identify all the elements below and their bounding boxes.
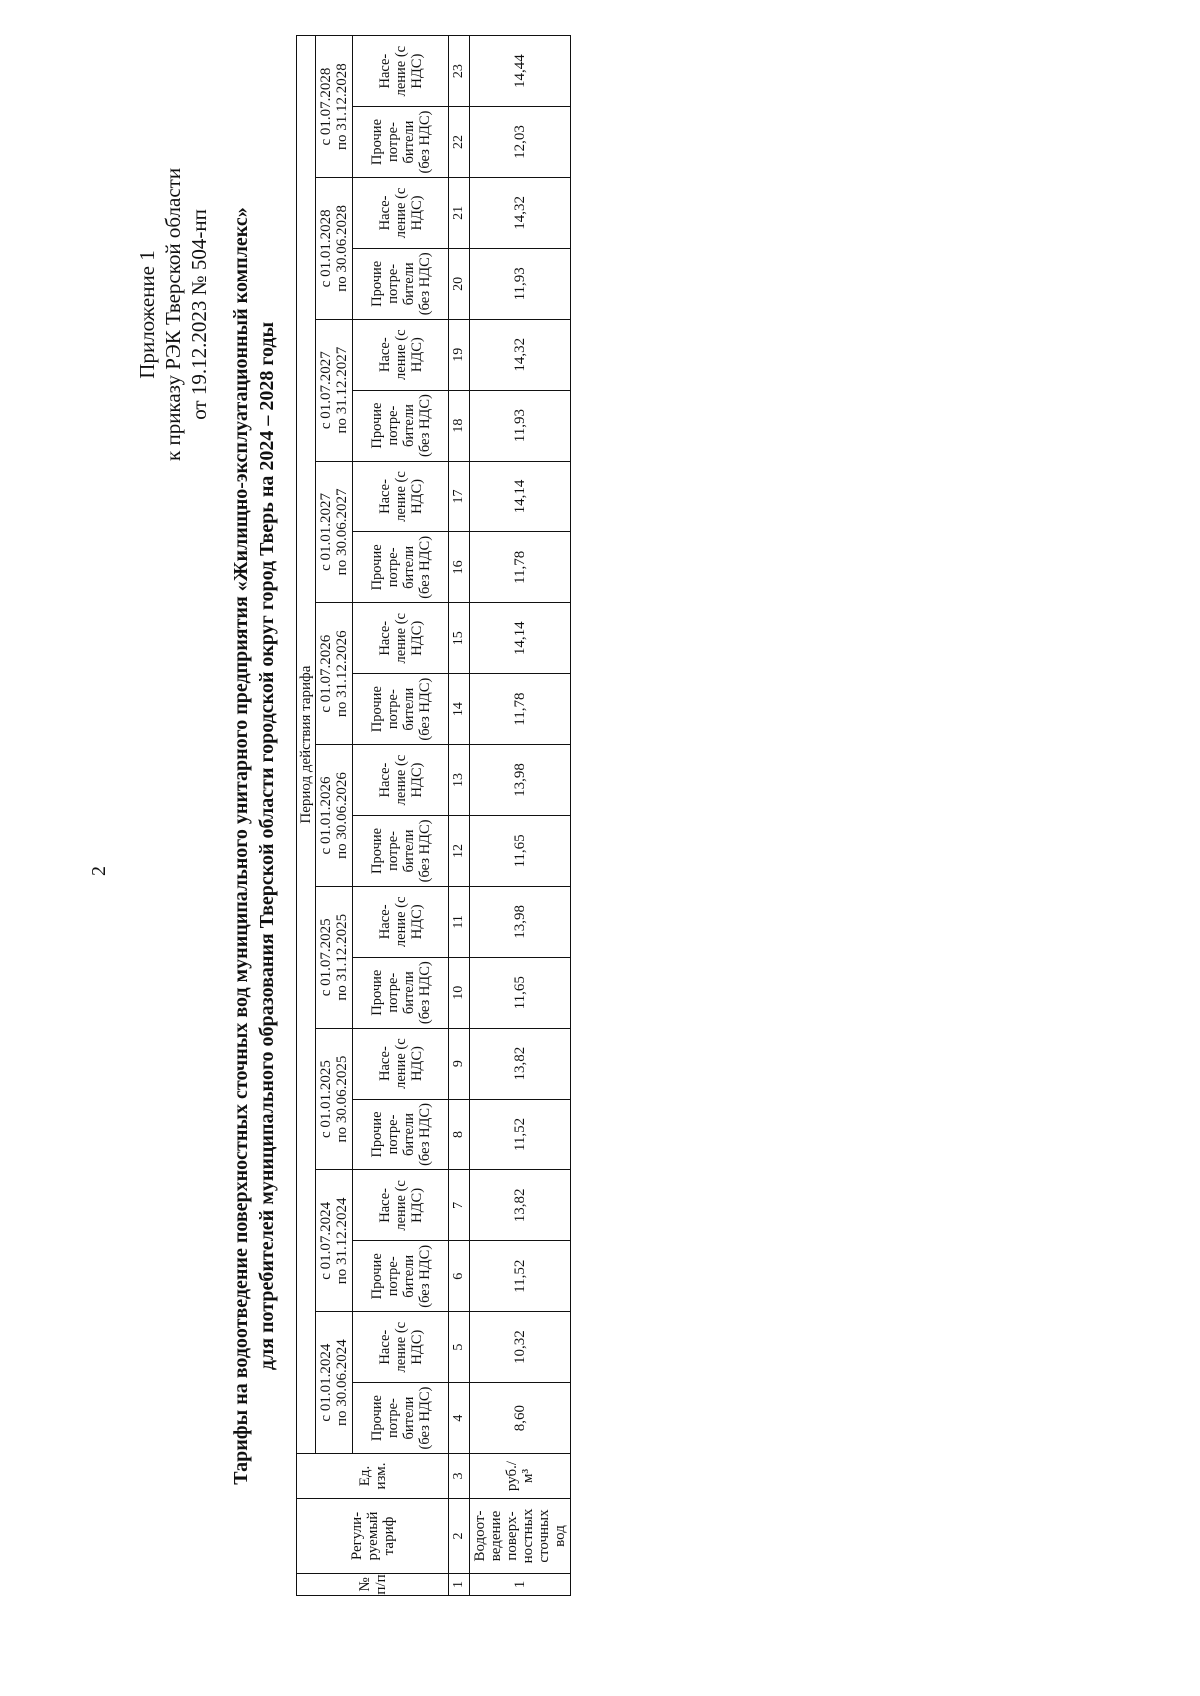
row-number: 1 (470, 1574, 571, 1596)
period-end: по 30.06.2027 (334, 488, 350, 576)
tariff-value-cell: 13,82 (470, 1028, 571, 1099)
column-index-cell: 3 (449, 1454, 470, 1499)
document-title (228, 136, 280, 1556)
subheader-other-consumers: Прочие потре-бители (без НДС) (353, 815, 449, 886)
period-header (316, 1028, 353, 1170)
tariff-value-cell: 11,93 (470, 390, 571, 461)
column-index-cell: 5 (449, 1312, 470, 1383)
subheader-other-consumers: Прочие потре-бители (без НДС) (353, 674, 449, 745)
column-index-cell: 19 (449, 319, 470, 390)
column-index-cell: 13 (449, 745, 470, 816)
column-index-cell: 21 (449, 177, 470, 248)
tariff-value-cell: 10,32 (470, 1312, 571, 1383)
tariff-value-cell: 11,65 (470, 815, 571, 886)
column-index-cell: 1 (449, 1574, 470, 1596)
header-row-subcolumns (353, 36, 449, 1596)
column-index-row (449, 36, 470, 1596)
period-end: по 31.12.2027 (334, 346, 350, 434)
period-start: с 01.07.2028 (318, 67, 334, 146)
period-end: по 30.06.2024 (334, 1339, 350, 1426)
period-end: по 31.12.2026 (334, 630, 350, 718)
tariff-table-body (470, 36, 571, 1596)
period-start: с 01.07.2025 (318, 918, 334, 997)
subheader-population: Насе-ление (с НДС) (353, 886, 449, 957)
period-header (316, 319, 353, 461)
subheader-population: Насе-ление (с НДС) (353, 461, 449, 532)
subheader-population: Насе-ление (с НДС) (353, 1028, 449, 1099)
subheader-population: Насе-ление (с НДС) (353, 603, 449, 674)
period-start: с 01.01.2024 (318, 1343, 334, 1422)
appendix-line-1: Приложение 1 (135, 250, 159, 379)
tariff-table (296, 35, 571, 1596)
tariff-value-cell: 13,98 (470, 745, 571, 816)
tariff-value-cell: 14,32 (470, 319, 571, 390)
tariff-value-cell: 14,14 (470, 461, 571, 532)
appendix-line-3: от 19.12.2023 № 504-нп (187, 209, 211, 420)
column-index-cell: 16 (449, 532, 470, 603)
period-end: по 31.12.2025 (334, 913, 350, 1001)
row-unit: руб./м³ (470, 1454, 571, 1499)
column-index-cell: 10 (449, 957, 470, 1028)
period-start: с 01.01.2028 (318, 209, 334, 288)
title-line-1: Тарифы на водоотведение поверхностных сточных вод муниципального унитарного предприятия «Жилищно-эксплуатационный комплекс» (230, 207, 252, 1485)
appendix-block (134, 168, 212, 461)
period-start: с 01.07.2027 (318, 351, 334, 430)
header-tariff: Регули-руемый тариф (297, 1499, 449, 1574)
period-start: с 01.01.2027 (318, 492, 334, 571)
header-period-group: Период действия тарифа (297, 36, 316, 1454)
subheader-other-consumers: Прочие потре-бители (без НДС) (353, 390, 449, 461)
column-index-cell: 12 (449, 815, 470, 886)
header-row-group (297, 36, 316, 1596)
column-index-cell: 4 (449, 1383, 470, 1454)
column-index-cell: 8 (449, 1099, 470, 1170)
subheader-population: Насе-ление (с НДС) (353, 1170, 449, 1241)
tariff-value-cell: 11,65 (470, 957, 571, 1028)
period-end: по 30.06.2028 (334, 204, 350, 292)
tariff-table-wrapper (296, 36, 571, 1596)
subheader-other-consumers: Прочие потре-бители (без НДС) (353, 957, 449, 1028)
tariff-value-cell: 11,52 (470, 1241, 571, 1312)
tariff-value-cell: 14,32 (470, 177, 571, 248)
period-start: с 01.01.2026 (318, 776, 334, 855)
tariff-value-cell: 14,44 (470, 36, 571, 107)
column-index-cell: 18 (449, 390, 470, 461)
period-start: с 01.01.2025 (318, 1060, 334, 1139)
subheader-population: Насе-ление (с НДС) (353, 319, 449, 390)
column-index-cell: 7 (449, 1170, 470, 1241)
header-unit: Ед. изм. (297, 1454, 449, 1499)
column-index-cell: 15 (449, 603, 470, 674)
subheader-population: Насе-ление (с НДС) (353, 745, 449, 816)
period-header (316, 461, 353, 603)
column-index-cell: 6 (449, 1241, 470, 1312)
header-row-periods (316, 36, 353, 1596)
period-header (316, 36, 353, 178)
column-index-cell: 20 (449, 248, 470, 319)
subheader-population: Насе-ление (с НДС) (353, 36, 449, 107)
subheader-other-consumers: Прочие потре-бители (без НДС) (353, 1241, 449, 1312)
tariff-value-cell: 12,03 (470, 107, 571, 178)
tariff-value-cell: 14,14 (470, 603, 571, 674)
column-index-cell: 22 (449, 107, 470, 178)
period-header (316, 886, 353, 1028)
row-tariff-name: Водоот-ведение поверх-ностных сточных вод (470, 1499, 571, 1574)
tariff-value-cell: 11,78 (470, 532, 571, 603)
subheader-other-consumers: Прочие потре-бители (без НДС) (353, 1099, 449, 1170)
period-end: по 31.12.2028 (334, 63, 350, 150)
subheader-other-consumers: Прочие потре-бители (без НДС) (353, 1383, 449, 1454)
column-index-cell: 9 (449, 1028, 470, 1099)
column-index-cell: 11 (449, 886, 470, 957)
period-header (316, 177, 353, 319)
tariff-value-cell: 11,52 (470, 1099, 571, 1170)
subheader-other-consumers: Прочие потре-бители (без НДС) (353, 107, 449, 178)
period-end: по 30.06.2025 (334, 1055, 350, 1143)
period-start: с 01.07.2026 (318, 634, 334, 713)
period-header (316, 1312, 353, 1454)
tariff-value-cell: 11,93 (470, 248, 571, 319)
title-line-2: для потребителей муниципального образования Тверской области городской округ город Тверь на 2024 – 2028 годы (256, 321, 278, 1371)
column-index-cell: 23 (449, 36, 470, 107)
column-index-cell: 17 (449, 461, 470, 532)
column-index-cell: 14 (449, 674, 470, 745)
period-header (316, 1170, 353, 1312)
period-end: по 31.12.2024 (334, 1197, 350, 1285)
subheader-population: Насе-ление (с НДС) (353, 177, 449, 248)
header-no: № п/п (297, 1574, 449, 1596)
period-header (316, 603, 353, 745)
appendix-line-2: к приказу РЭК Тверской области (161, 167, 185, 461)
tariff-value-cell: 8,60 (470, 1383, 571, 1454)
column-index-cell: 2 (449, 1499, 470, 1574)
period-start: с 01.07.2024 (318, 1201, 334, 1280)
table-row (470, 36, 571, 1596)
tariff-value-cell: 13,98 (470, 886, 571, 957)
subheader-other-consumers: Прочие потре-бители (без НДС) (353, 532, 449, 603)
tariff-value-cell: 11,78 (470, 674, 571, 745)
period-header (316, 745, 353, 887)
page-number: 2 (88, 866, 110, 876)
subheader-other-consumers: Прочие потре-бители (без НДС) (353, 248, 449, 319)
subheader-population: Насе-ление (с НДС) (353, 1312, 449, 1383)
tariff-value-cell: 13,82 (470, 1170, 571, 1241)
period-end: по 30.06.2026 (334, 772, 350, 859)
